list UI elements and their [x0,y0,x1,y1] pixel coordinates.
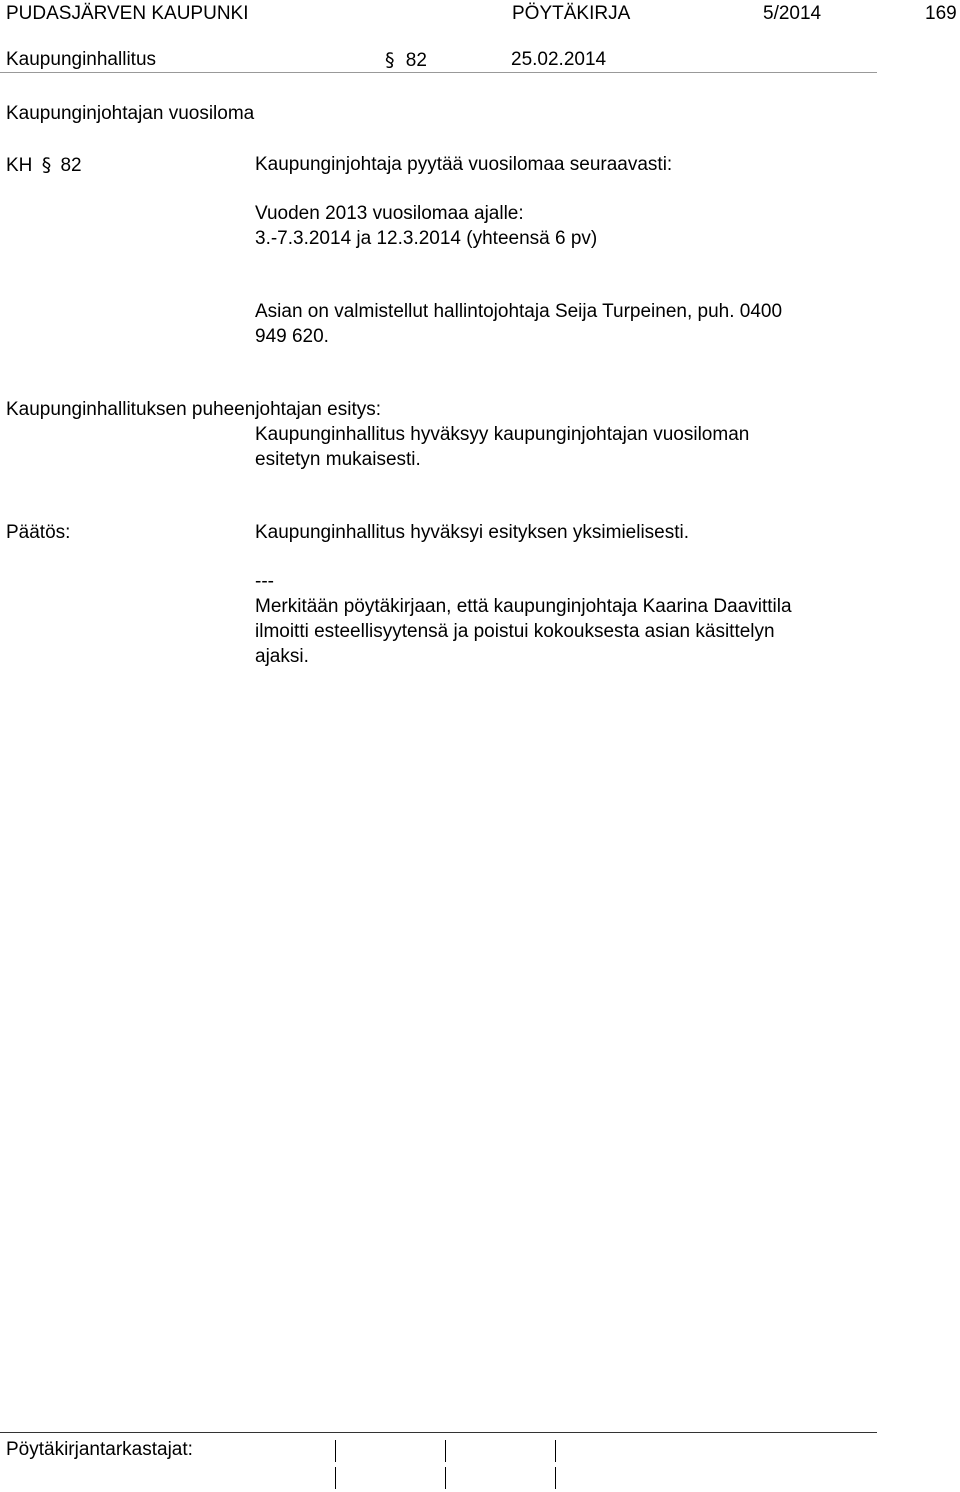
header-section-number: 82 [405,50,427,71]
section-symbol: § [385,49,395,71]
decision-note-line-2: ilmoitti esteellisyytensä ja poistui kokouksesta asian käsittelyn [255,621,775,642]
item-section-symbol: § [41,154,52,176]
organization-name: PUDASJÄRVEN KAUPUNKI [6,3,249,24]
period-label: Vuoden 2013 vuosilomaa ajalle: [255,203,524,224]
signature-box-divider [445,1467,446,1489]
decision-note-line-1: Merkitään pöytäkirjaan, että kaupunginjohtaja Kaarina Daavittila [255,596,792,617]
reviewers-label: Pöytäkirjantarkastajat: [6,1439,193,1460]
meeting-number: 5/2014 [763,3,822,24]
meeting-date: 25.02.2014 [511,49,607,70]
preparer-line-2: 949 620. [255,326,329,347]
body-name: Kaupunginhallitus [6,49,157,70]
matter-title: Kaupunginjohtajan vuosiloma [6,103,255,124]
decision-label: Päätös: [6,522,71,543]
period-dates: 3.-7.3.2014 ja 12.3.2014 (yhteensä 6 pv) [255,228,598,249]
signature-box-divider [555,1440,556,1462]
decision-separator: --- [255,571,274,592]
request-intro: Kaupunginjohtaja pyytää vuosilomaa seuraavasti: [255,154,673,175]
signature-box-divider [555,1467,556,1489]
document-type: PÖYTÄKIRJA [512,3,631,24]
preparer-line-1: Asian on valmistellut hallintojohtaja Seija Turpeinen, puh. 0400 [255,301,783,322]
signature-box-divider [335,1440,336,1462]
proposal-label: Kaupunginhallituksen puheenjohtajan esitys: [6,399,381,420]
item-code [6,153,82,178]
signature-box-divider [445,1440,446,1462]
decision-note-line-3: ajaksi. [255,646,309,667]
page-number: 169 [925,3,957,24]
header-divider [0,72,877,73]
item-code-label: KH [6,155,33,176]
footer-divider [0,1432,877,1433]
header-section [385,48,427,73]
signature-box-divider [335,1467,336,1489]
proposal-text-line-1: Kaupunginhallitus hyväksyy kaupunginjohtajan vuosiloman [255,424,750,445]
item-number: 82 [60,155,82,176]
proposal-text-line-2: esitetyn mukaisesti. [255,449,421,470]
decision-text: Kaupunginhallitus hyväksyi esityksen yksimielisesti. [255,522,690,543]
